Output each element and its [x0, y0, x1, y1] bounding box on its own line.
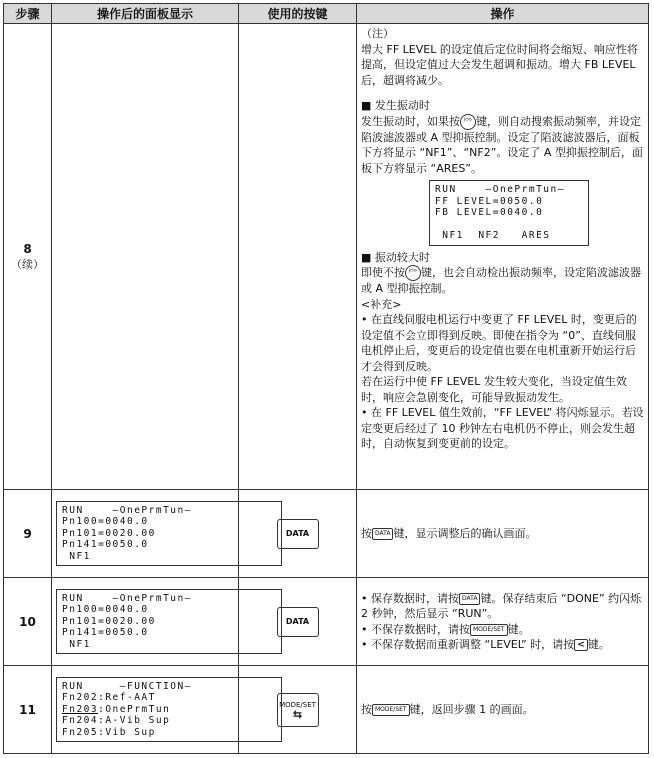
header-panel-display: 操作后的面板显示	[52, 4, 239, 24]
header-keys: 使用的按键	[239, 4, 357, 24]
operation-cell: 按 MODE/SET 键，返回步骤 1 的画面。	[357, 666, 649, 754]
key-cell	[239, 24, 357, 490]
key-cell	[239, 490, 357, 578]
supplement-1: • 在直线伺服电机运行中变更了 FF LEVEL 时，变更后的设定值不会立即得到反映。即使在指令为 “0”、直线伺服电机停止后，变更后的设定值也要在电机重新开始运行后才会得到反映。	[361, 312, 644, 374]
step-cell	[4, 24, 52, 490]
panel-display: RUN —OnePrmTun— Pn100=0040.0 Pn101=0020.00 Pn141=0050.0 NF1	[56, 501, 282, 567]
note-text: 增大 FF LEVEL 的设定值后定位时间将会缩短、响应性将提高，但设定值过大会发生超调和振动。增大 FB LEVEL 后，超调将减少。	[361, 42, 638, 87]
note-label: （注）	[361, 27, 394, 40]
supplement-label: <补充>	[361, 297, 402, 311]
header-step: 步骤	[4, 4, 52, 24]
data-key[interactable]: DATA	[277, 607, 319, 637]
step-number: 11	[4, 666, 52, 754]
panel-cell	[52, 578, 239, 666]
step-number: 10	[4, 578, 52, 666]
operation-cell	[357, 24, 649, 490]
left-arrow-key-icon: <	[574, 639, 588, 651]
inline-panel-display: RUN —OnePrmTun— FF LEVEL=0050.0 FB LEVEL=0040.0 NF1 NF2 ARES	[429, 180, 589, 246]
supplement-2: • 在 FF LEVEL 值生效前，“FF LEVEL” 将闪烁显示。若设定变更后经过了 10 秒钟左右电机仍不停止，则会发生超时，自动恢复到变更前的设定。	[361, 405, 644, 452]
data-key-icon: DATA	[459, 593, 480, 605]
data-key-icon: DATA	[372, 528, 393, 540]
step-number: 8	[23, 241, 32, 256]
panel-cell	[52, 490, 239, 578]
data-key[interactable]: DATA	[277, 519, 319, 549]
bullet-no-save: • 不保存数据时，请按 MODE/SET 键。	[361, 622, 644, 638]
mode-set-key-icon: MODE/SET	[372, 704, 410, 716]
table-row-step-9	[4, 490, 649, 578]
swap-arrows-icon: ⇆	[292, 707, 303, 721]
jog-key-icon: ᴶᴼᴳ	[405, 265, 421, 281]
vibration-text: 发生振动时，如果按 ᴶᴼᴳ 键，则自动搜索振动频率，并设定陷波滤波器或 A 型抑振控制。设定了陷波滤波器后，面板下方将显示 “NF1”、“NF2”。设定了 A 型抑振控制后，面板下方将显示 “ARES”。	[361, 114, 643, 175]
operation-cell	[357, 578, 649, 666]
key-cell	[239, 666, 357, 754]
jog-key-icon: ᴶᴼᴳ	[460, 114, 476, 130]
table-row-step-11	[4, 666, 649, 754]
procedure-table	[3, 3, 649, 754]
panel-cell	[52, 666, 239, 754]
panel-display: RUN —OnePrmTun— Pn100=0040.0 Pn101=0020.00 Pn141=0050.0 NF1	[56, 589, 282, 655]
header-row	[4, 4, 649, 24]
mode-set-key[interactable]: MODE/SET ⇆	[277, 693, 319, 727]
vibration-title: ■ 发生振动时	[361, 99, 430, 112]
bullet-readjust: • 不保存数据而重新调整 “LEVEL” 时，请按 < 键。	[361, 637, 644, 653]
table-row-step-8	[4, 24, 649, 490]
supplement-1b: 若在运行中使 FF LEVEL 发生较大变化，当设定值生效时，响应会急剧变化，可能导致振动发生。	[361, 375, 627, 404]
table-row-step-10	[4, 578, 649, 666]
header-operation: 操作	[357, 4, 649, 24]
mode-set-key-icon: MODE/SET	[470, 624, 508, 636]
step-number: 9	[4, 490, 52, 578]
panel-display: RUN —FUNCTION— Fn202:Ref-AAT Fn203:OnePrmTun Fn204:A-Vib Sup Fn205:Vib Sup	[56, 677, 282, 743]
operation-cell: 按 DATA 键，显示调整后的确认画面。	[357, 490, 649, 578]
bullet-save: • 保存数据时，请按 DATA 键。保存结束后 “DONE” 约闪烁 2 秒钟，然后显示 “RUN”。	[361, 591, 644, 622]
key-cell	[239, 578, 357, 666]
panel-cell	[52, 24, 239, 490]
big-vibration-title: ■ 振动较大时	[361, 250, 430, 264]
big-vibration-text: 即使不按 ᴶᴼᴳ 键，也会自动检出振动频率，设定陷波滤波器或 A 型抑振控制。	[361, 266, 641, 295]
step-continued: （续）	[11, 257, 44, 271]
